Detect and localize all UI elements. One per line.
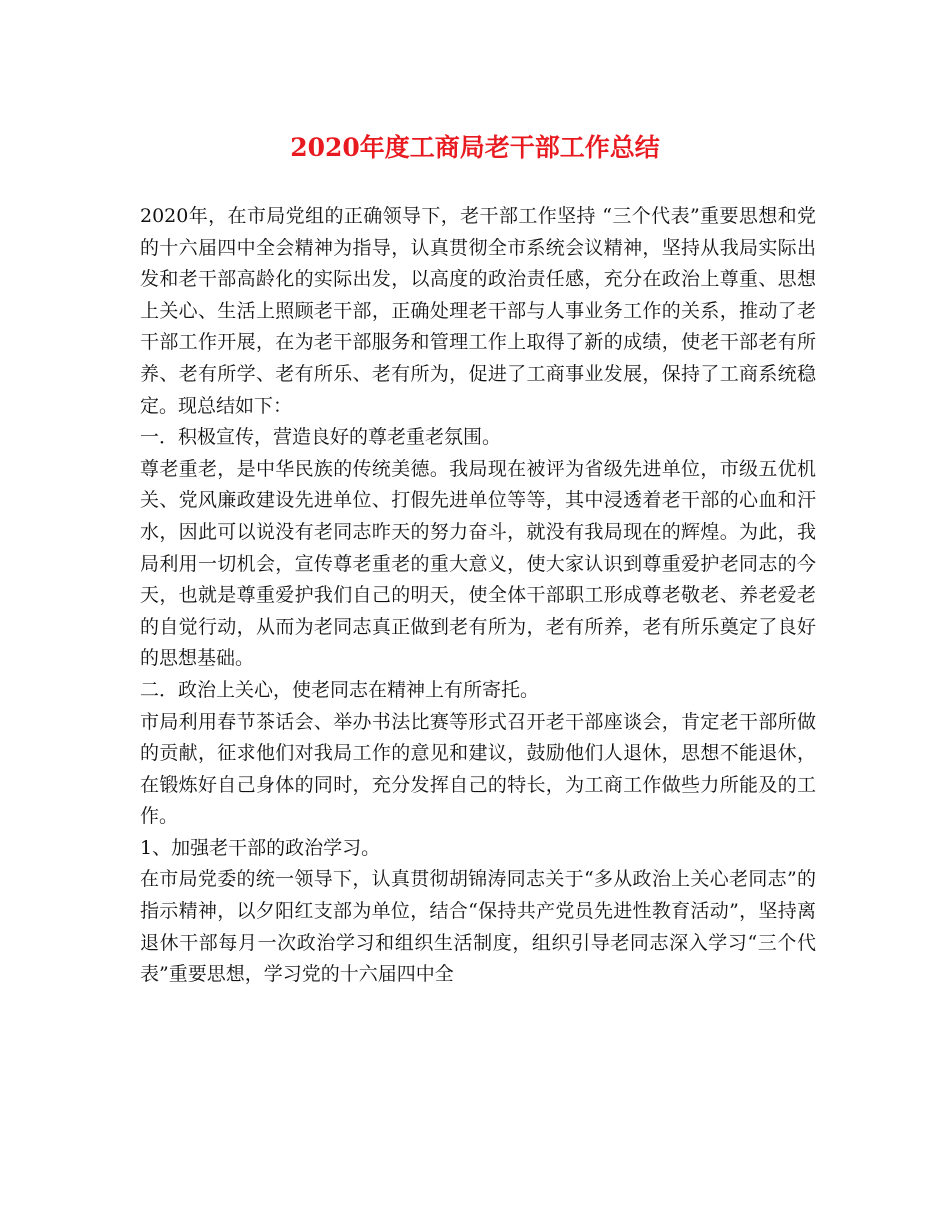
section-2-paragraph: 市局利用春节茶话会、举办书法比赛等形式召开老干部座谈会，肯定老干部所做的贡献，征求他们对我局工作的意见和建议，鼓励他们人退休，思想不能退休，在锻炼好自己身体的同时，充分发挥自己的特长，为工商工作做些力所能及的工作。 (140, 710, 816, 828)
document-title: 2020年度工商局老干部工作总结 (290, 133, 660, 162)
section-heading-1: 一．积极宣传，营造良好的尊老重老氛围。 (140, 426, 502, 449)
section-1-paragraph: 尊老重老，是中华民族的传统美德。我局现在被评为省级先进单位，市级五优机关、党风廉政建设先进单位、打假先进单位等等，其中浸透着老干部的心血和汗水，因此可以说没有老同志昨天的努力奋斗，就没有我局现在的辉煌。为此，我局利用一切机会，宣传尊老重老的重大意义，使大家认识到尊重爱护老同志的今天，也就是尊重爱护我们自己的明天，使全体干部职工形成尊老敬老、养老爱老的自觉行动，从而为老同志真正做到老有所为，老有所养，老有所乐奠定了良好的思想基础。 (140, 457, 816, 670)
document-body (140, 201, 816, 991)
subsection-heading-1: 1、加强老干部的政治学习。 (140, 836, 381, 859)
subsection-1-paragraph: 在市局党委的统一领导下，认真贯彻胡锦涛同志关于“多从政治上关心老同志”的指示精神，以夕阳红支部为单位，结合“保持共产党员先进性教育活动”，坚持离退休干部每月一次政治学习和组织生活制度，组织引导老同志深入学习“三个代表”重要思想，学习党的十六届四中全 (140, 868, 816, 986)
section-heading-2: 二．政治上关心，使老同志在精神上有所寄托。 (140, 678, 540, 701)
intro-paragraph: 2020年，在市局党组的正确领导下，老干部工作坚持 “三个代表”重要思想和党的十六届四中全会精神为指导，认真贯彻全市系统会议精神，坚持从我局实际出发和老干部高龄化的实际出发，以高度的政治责任感，充分在政治上尊重、思想上关心、生活上照顾老干部，正确处理老干部与人事业务工作的关系，推动了老干部工作开展，在为老干部服务和管理工作上取得了新的成绩，使老干部老有所养、老有所学、老有所乐、老有所为，促进了工商事业发展，保持了工商系统稳定。现总结如下： (140, 205, 816, 417)
